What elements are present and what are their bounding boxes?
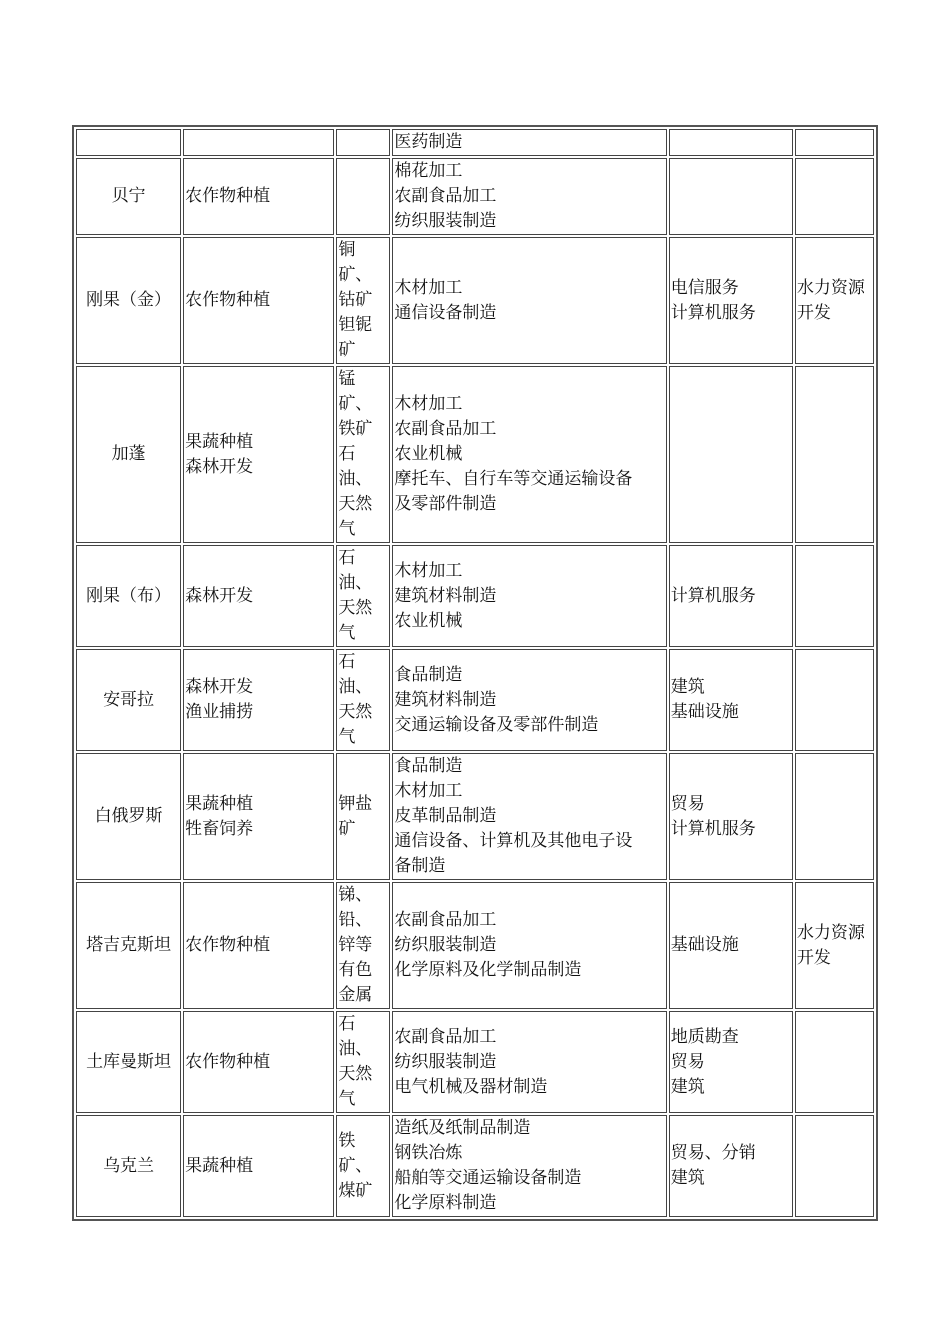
cell-country: 乌克兰 <box>76 1115 181 1217</box>
cell-minerals: 钾盐 矿 <box>336 753 390 880</box>
cell-other: 水力资源 开发 <box>795 882 874 1009</box>
cell-manufacturing: 木材加工 通信设备制造 <box>392 237 666 364</box>
table-row <box>76 129 874 156</box>
cell-other <box>795 545 874 647</box>
cell-services <box>669 366 793 543</box>
cell-other: 水力资源 开发 <box>795 237 874 364</box>
table-row <box>76 366 874 543</box>
cell-manufacturing: 造纸及纸制品制造 钢铁冶炼 船舶等交通运输设备制造 化学原料制造 <box>392 1115 666 1217</box>
cell-services: 地质勘查 贸易 建筑 <box>669 1011 793 1113</box>
cell-services: 贸易 计算机服务 <box>669 753 793 880</box>
cell-manufacturing: 食品制造 木材加工 皮革制品制造 通信设备、计算机及其他电子设 备制造 <box>392 753 666 880</box>
table-row <box>76 1115 874 1217</box>
cell-minerals: 铁 矿、 煤矿 <box>336 1115 390 1217</box>
cell-agriculture: 果蔬种植 牲畜饲养 <box>183 753 334 880</box>
cell-agriculture: 果蔬种植 森林开发 <box>183 366 334 543</box>
cell-manufacturing: 医药制造 <box>392 129 666 156</box>
cell-country: 安哥拉 <box>76 649 181 751</box>
cell-minerals: 铜 矿、 钴矿 钽铌 矿 <box>336 237 390 364</box>
cell-country: 刚果（金） <box>76 237 181 364</box>
cell-country: 贝宁 <box>76 158 181 235</box>
cell-services: 计算机服务 <box>669 545 793 647</box>
cell-agriculture: 农作物种植 <box>183 237 334 364</box>
cell-services: 电信服务 计算机服务 <box>669 237 793 364</box>
cell-other <box>795 158 874 235</box>
cell-services <box>669 158 793 235</box>
cell-other <box>795 366 874 543</box>
cell-country: 土库曼斯坦 <box>76 1011 181 1113</box>
cell-services: 建筑 基础设施 <box>669 649 793 751</box>
table-row <box>76 545 874 647</box>
cell-manufacturing: 农副食品加工 纺织服装制造 化学原料及化学制品制造 <box>392 882 666 1009</box>
cell-agriculture: 农作物种植 <box>183 1011 334 1113</box>
cell-minerals: 锰 矿、 铁矿 石 油、 天然 气 <box>336 366 390 543</box>
cell-other <box>795 649 874 751</box>
cell-minerals: 石 油、 天然 气 <box>336 545 390 647</box>
cell-services: 贸易、分销 建筑 <box>669 1115 793 1217</box>
cell-minerals: 锑、 铅、 锌等 有色 金属 <box>336 882 390 1009</box>
table-row <box>76 649 874 751</box>
cell-other <box>795 1011 874 1113</box>
cell-country <box>76 129 181 156</box>
table-row <box>76 237 874 364</box>
cell-agriculture <box>183 129 334 156</box>
table-row <box>76 882 874 1009</box>
industry-table <box>72 125 878 1221</box>
cell-manufacturing: 棉花加工 农副食品加工 纺织服装制造 <box>392 158 666 235</box>
cell-manufacturing: 食品制造 建筑材料制造 交通运输设备及零部件制造 <box>392 649 666 751</box>
cell-other <box>795 129 874 156</box>
cell-other <box>795 1115 874 1217</box>
table-body <box>76 129 874 1217</box>
cell-other <box>795 753 874 880</box>
cell-manufacturing: 农副食品加工 纺织服装制造 电气机械及器材制造 <box>392 1011 666 1113</box>
cell-country: 加蓬 <box>76 366 181 543</box>
cell-minerals <box>336 129 390 156</box>
table-row <box>76 1011 874 1113</box>
cell-agriculture: 农作物种植 <box>183 882 334 1009</box>
table-row <box>76 158 874 235</box>
cell-country: 刚果（布） <box>76 545 181 647</box>
cell-minerals: 石 油、 天然 气 <box>336 649 390 751</box>
cell-services: 基础设施 <box>669 882 793 1009</box>
cell-country: 白俄罗斯 <box>76 753 181 880</box>
table-row <box>76 753 874 880</box>
cell-minerals <box>336 158 390 235</box>
cell-agriculture: 森林开发 <box>183 545 334 647</box>
cell-country: 塔吉克斯坦 <box>76 882 181 1009</box>
cell-agriculture: 农作物种植 <box>183 158 334 235</box>
cell-manufacturing: 木材加工 建筑材料制造 农业机械 <box>392 545 666 647</box>
cell-agriculture: 果蔬种植 <box>183 1115 334 1217</box>
cell-minerals: 石 油、 天然 气 <box>336 1011 390 1113</box>
cell-manufacturing: 木材加工 农副食品加工 农业机械 摩托车、自行车等交通运输设备 及零部件制造 <box>392 366 666 543</box>
cell-agriculture: 森林开发 渔业捕捞 <box>183 649 334 751</box>
cell-services <box>669 129 793 156</box>
